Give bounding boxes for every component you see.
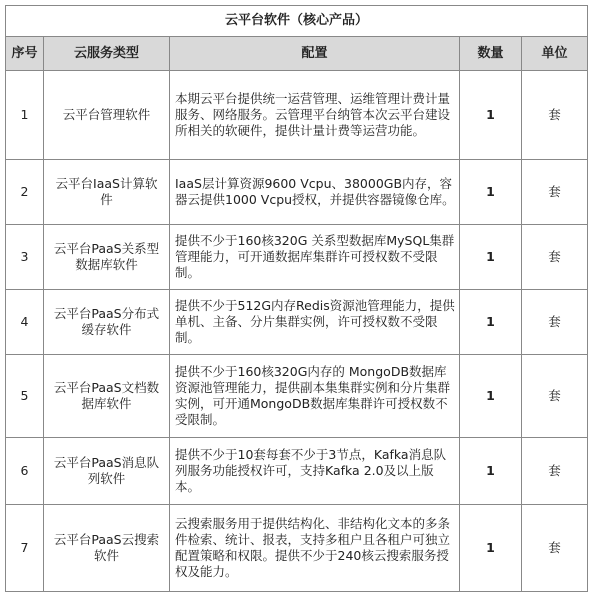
table-row	[6, 160, 588, 225]
row-type: 云平台PaaS关系型数据库软件	[44, 225, 170, 290]
header-type: 云服务类型	[44, 37, 170, 71]
row-no: 7	[6, 505, 44, 592]
row-type: 云平台PaaS文档数据库软件	[44, 355, 170, 438]
row-type: 云平台PaaS分布式缓存软件	[44, 290, 170, 355]
row-qty: 1	[460, 355, 522, 438]
row-config: 提供不少于160核320G内存的 MongoDB数据库资源池管理能力，提供副本集集群实例和分片集群实例，可开通MongoDB数据库集群许可授权数不受限制。	[170, 355, 460, 438]
row-type: 云平台IaaS计算软件	[44, 160, 170, 225]
row-unit: 套	[522, 290, 588, 355]
header-config: 配置	[170, 37, 460, 71]
row-unit: 套	[522, 71, 588, 160]
row-no: 6	[6, 438, 44, 505]
table-row	[6, 505, 588, 592]
table-row	[6, 290, 588, 355]
row-config: IaaS层计算资源9600 Vcpu、38000GB内存，容器云提供1000 Vcpu授权，并提供容器镜像仓库。	[170, 160, 460, 225]
row-config: 提供不少于160核320G 关系型数据库MySQL集群管理能力，可开通数据库集群许可授权数不受限制。	[170, 225, 460, 290]
row-qty: 1	[460, 225, 522, 290]
table-row	[6, 225, 588, 290]
row-no: 2	[6, 160, 44, 225]
row-qty: 1	[460, 438, 522, 505]
row-qty: 1	[460, 290, 522, 355]
table-title: 云平台软件（核心产品）	[6, 6, 588, 37]
row-unit: 套	[522, 225, 588, 290]
table-header-row	[6, 37, 588, 71]
row-no: 5	[6, 355, 44, 438]
header-qty: 数量	[460, 37, 522, 71]
row-qty: 1	[460, 505, 522, 592]
header-unit: 单位	[522, 37, 588, 71]
row-unit: 套	[522, 355, 588, 438]
row-unit: 套	[522, 438, 588, 505]
row-config: 提供不少于512G内存Redis资源池管理能力，提供单机、主备、分片集群实例，许可授权数不受限制。	[170, 290, 460, 355]
row-config: 提供不少于10套每套不少于3节点，Kafka消息队列服务功能授权许可，支持Kafka 2.0及以上版本。	[170, 438, 460, 505]
row-config: 本期云平台提供统一运营管理、运维管理计费计量服务、网络服务。云管理平台纳管本次云平台建设所相关的软硬件，提供计量计费等运营功能。	[170, 71, 460, 160]
row-config: 云搜索服务用于提供结构化、非结构化文本的多条件检索、统计、报表，支持多租户且各租户可独立配置策略和权限。提供不少于240核云搜索服务授权及能力。	[170, 505, 460, 592]
table-row	[6, 438, 588, 505]
row-qty: 1	[460, 71, 522, 160]
row-no: 3	[6, 225, 44, 290]
row-type: 云平台PaaS消息队列软件	[44, 438, 170, 505]
row-no: 1	[6, 71, 44, 160]
row-unit: 套	[522, 505, 588, 592]
row-unit: 套	[522, 160, 588, 225]
header-no: 序号	[6, 37, 44, 71]
row-qty: 1	[460, 160, 522, 225]
cloud-software-table	[5, 5, 588, 592]
document-page	[5, 5, 595, 592]
table-title-row	[6, 6, 588, 37]
row-type: 云平台PaaS云搜索软件	[44, 505, 170, 592]
row-no: 4	[6, 290, 44, 355]
table-row	[6, 355, 588, 438]
row-type: 云平台管理软件	[44, 71, 170, 160]
table-row	[6, 71, 588, 160]
